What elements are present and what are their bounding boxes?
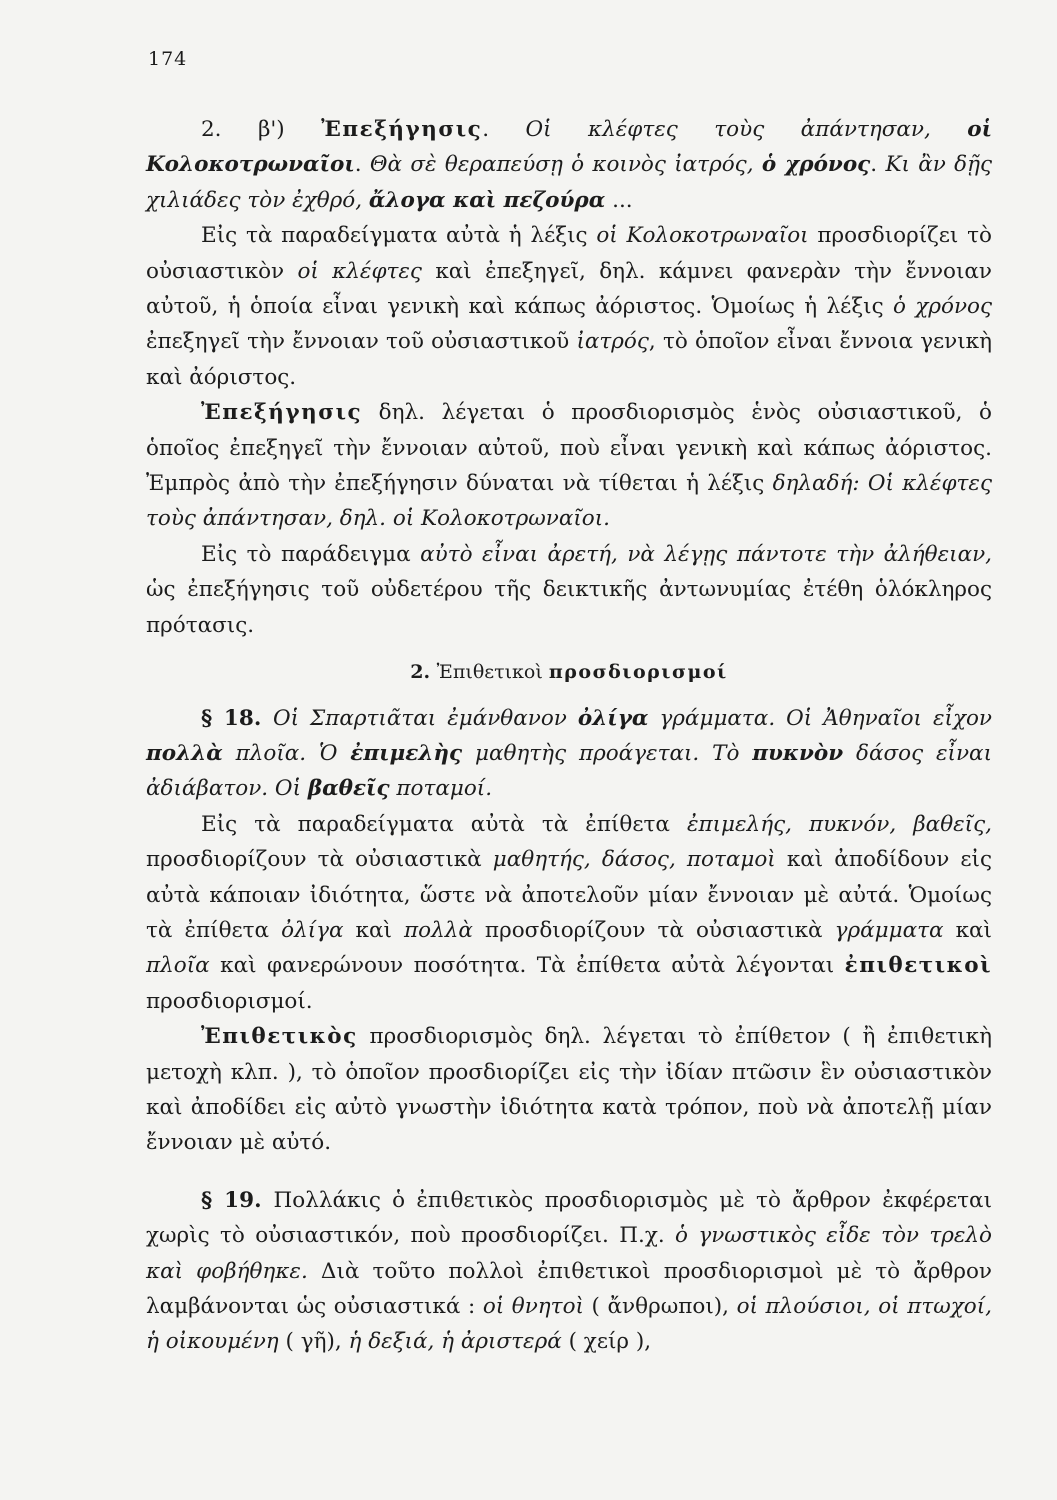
italic-text: πλοῖα. Ὁ xyxy=(222,740,351,766)
example: Οἱ κλέφτες τοὺς ἀπάντησαν, xyxy=(525,117,968,142)
term-attributive: Ἐπιθετικὸς xyxy=(201,1024,358,1050)
italic-text: ὁ γνωστικὸς εἶδε τὸν τρελὸ καὶ φοβήθηκε. xyxy=(146,1223,992,1284)
italic-text: γράμματα. Οἱ Ἀθηναῖοι εἶχον xyxy=(648,705,992,731)
italic-text: οἱ κλέφτες xyxy=(297,258,422,284)
italic-text: ποταμοί. xyxy=(389,776,493,802)
heading-number: 2. xyxy=(410,661,437,684)
text: ὡς ἐπεξήγησις τοῦ οὐδετέρου τῆς δεικτικῆς ἀντωνυμίας ἐτέθη ὁλόκληρος πρότασις. xyxy=(146,577,992,638)
text: καὶ xyxy=(343,917,405,943)
section-number: § 18. xyxy=(201,705,273,731)
example: Θὰ σὲ θεραπεύσῃ ὁ κοινὸς ἰατρός, xyxy=(369,152,762,178)
italic-text: Οἱ Σπαρτιᾶται ἐμάνθανον xyxy=(272,705,578,731)
paragraph-explanation-examples xyxy=(146,112,992,218)
text: . xyxy=(482,117,526,142)
italic-text: μαθητής, δάσος, ποταμοὶ xyxy=(492,847,776,873)
text: . xyxy=(354,152,370,178)
heading-text: Ἐπιθετικοὶ xyxy=(436,661,549,684)
page-number: 174 xyxy=(148,48,188,70)
text: Διὰ τοῦτο πολλοὶ ἐπιθετικοὶ προσδιορισμοὶ μὲ τὸ ἄρθρον λαμβάνονται ὡς οὐσιαστικά : xyxy=(146,1258,992,1319)
text: Πολλάκις ὁ ἐπιθετικὸς προσδιορισμὸς μὲ τὸ ἄρθρον ἐκφέρεται χωρὶς τὸ οὐσιαστικόν, ποὺ προσδιορίζει. Π.χ. xyxy=(146,1187,992,1249)
text: προσδιορίζουν τὰ οὐσιαστικὰ xyxy=(472,917,835,943)
text: ( γῆ), xyxy=(278,1329,349,1355)
text: ( χείρ ), xyxy=(561,1329,652,1355)
italic-text: δηλαδή: Οἱ κλέφτες τοὺς ἀπάντησαν, δηλ. οἱ Κολοκοτρωναῖοι. xyxy=(146,471,992,532)
heading-bold-text: προσδιορισμοί xyxy=(548,661,728,684)
italic-text: ἡ δεξιά, ἡ ἀριστερά xyxy=(348,1329,562,1355)
text: προσδιορίζουν τὰ οὐσιαστικὰ xyxy=(146,847,493,873)
body-text xyxy=(146,112,992,1360)
text: καὶ ἀποδίδουν εἰς αὐτὰ κάποιαν ἰδιότητα, ὥστε νὰ ἀποτελοῦν μίαν ἔννοιαν μὲ αὐτά. Ὁμοίως τὰ ἐπίθετα xyxy=(146,847,992,943)
italic-text: ἐπιμελής, πυκνόν, βαθεῖς, xyxy=(686,811,992,837)
bold-term: ἐπιθετικοὶ xyxy=(844,953,992,979)
example-emphasis: ἄλογα καὶ πεζούρα xyxy=(368,187,606,213)
italic-text: δάσος εἶναι ἀδιάβατον. Οἱ xyxy=(146,740,992,802)
text: καὶ xyxy=(943,917,992,943)
italic-text: οἱ θνητοὶ xyxy=(482,1294,584,1319)
term-epexegesis: Ἐπεξήγησις xyxy=(201,400,363,426)
paragraph-adjective-analysis xyxy=(146,807,992,1019)
example-emphasis: βαθεῖς xyxy=(307,776,390,802)
text: δηλ. λέγεται ὁ προσδιορισμὸς ἑνὸς οὐσιαστικοῦ, ὁ ὁποῖος ἐπεξηγεῖ τὴν ἔννοιαν αὐτοῦ, ποὺ εἶναι γενικὴ καὶ κάπως ἀόριστος. Ἐμπρὸς ἀπὸ τὴν ἐπεξήγησιν δύναται νὰ τίθεται ἡ λέξις xyxy=(146,400,992,497)
text: Εἰς τὰ παραδείγματα αὐτὰ ἡ λέξις xyxy=(201,223,597,249)
text: ἐπεξηγεῖ τὴν ἔννοιαν τοῦ οὐσιαστικοῦ xyxy=(146,329,577,355)
text: καὶ φανερώνουν ποσότητα. Τὰ ἐπίθετα αὐτὰ λέγονται xyxy=(209,953,845,979)
text: Εἰς τὰ παραδείγματα αὐτὰ τὰ ἐπίθετα xyxy=(201,811,687,837)
section-heading xyxy=(146,655,992,690)
example: Κι ἂν δῇς χιλιάδες τὸν ἐχθρό, xyxy=(146,152,993,213)
text: . xyxy=(870,152,886,178)
text: καὶ ἐπεξηγεῖ, δηλ. κάμνει φανερὰν τὴν ἔννοιαν αὐτοῦ, ἡ ὁποία εἶναι γενικὴ καὶ κάπως ἀόριστος. Ὁμοίως ἡ λέξις xyxy=(146,258,992,320)
text: Εἰς τὸ παράδειγμα xyxy=(201,541,421,567)
example-emphasis: πολλὰ xyxy=(146,740,223,766)
paragraph-section-19 xyxy=(146,1183,992,1360)
section-number: § 19. xyxy=(201,1187,274,1213)
italic-text: οἱ Κολοκοτρωναῖοι xyxy=(596,223,809,249)
italic-text: ἰατρός xyxy=(576,329,649,355)
example-emphasis: ὀλίγα xyxy=(577,705,649,731)
italic-text: αὐτὸ εἶναι ἀρετή, νὰ λέγῃς πάντοτε τὴν ἀλήθειαν, xyxy=(420,541,993,567)
text: ... xyxy=(605,187,633,213)
example-emphasis: ἐπιμελὴς xyxy=(350,740,463,766)
text: προσδιορισμοί. xyxy=(146,988,313,1014)
paragraph-definition-attributive xyxy=(146,1019,992,1161)
italic-text: γράμματα xyxy=(834,917,944,943)
example-emphasis: οἱ Κολοκοτρωναῖοι xyxy=(146,117,992,178)
paragraph-analysis xyxy=(146,218,992,395)
paragraph-section-18 xyxy=(146,701,992,807)
italic-text: μαθητὴς προάγεται. Τὸ xyxy=(462,740,753,766)
paragraph-example-sentence xyxy=(146,537,992,643)
list-number: 2. β') xyxy=(201,117,322,142)
italic-text: πλοῖα xyxy=(146,953,210,979)
example-emphasis: πυκνὸν xyxy=(752,740,844,766)
text: προσδιορισμὸς δηλ. λέγεται τὸ ἐπίθετον ( ἢ ἐπιθετικὴ μετοχὴ κλπ. ), τὸ ὁποῖον προσδιορίζει εἰς τὴν ἰδίαν πτῶσιν ἓν οὐσιαστικὸν καὶ ἀποδίδει εἰς αὐτὸ γνωστὴν ἰδιότητα κατὰ τρόπον, ποὺ νὰ ἀποτελῇ μίαν ἔννοιαν μὲ αὐτό. xyxy=(146,1024,992,1156)
text: προσδιορίζει τὸ οὐσιαστικὸν xyxy=(146,223,992,284)
italic-text: ὁ χρόνος xyxy=(893,294,993,320)
text: ( ἄνθρωποι), xyxy=(583,1294,737,1319)
italic-text: οἱ πλούσιοι, οἱ πτωχοί, ἡ οἰκουμένη xyxy=(146,1294,992,1355)
italic-text: πολλὰ xyxy=(404,917,473,943)
paragraph-definition-epexegesis xyxy=(146,395,992,537)
text: , τὸ ὁποῖον εἶναι ἔννοια γενικὴ καὶ ἀόριστος. xyxy=(146,329,992,390)
example-emphasis: ὁ χρόνος xyxy=(761,152,871,178)
term-epexegesis: Ἐπεξήγησις xyxy=(321,117,483,142)
italic-text: ὀλίγα xyxy=(281,917,344,943)
